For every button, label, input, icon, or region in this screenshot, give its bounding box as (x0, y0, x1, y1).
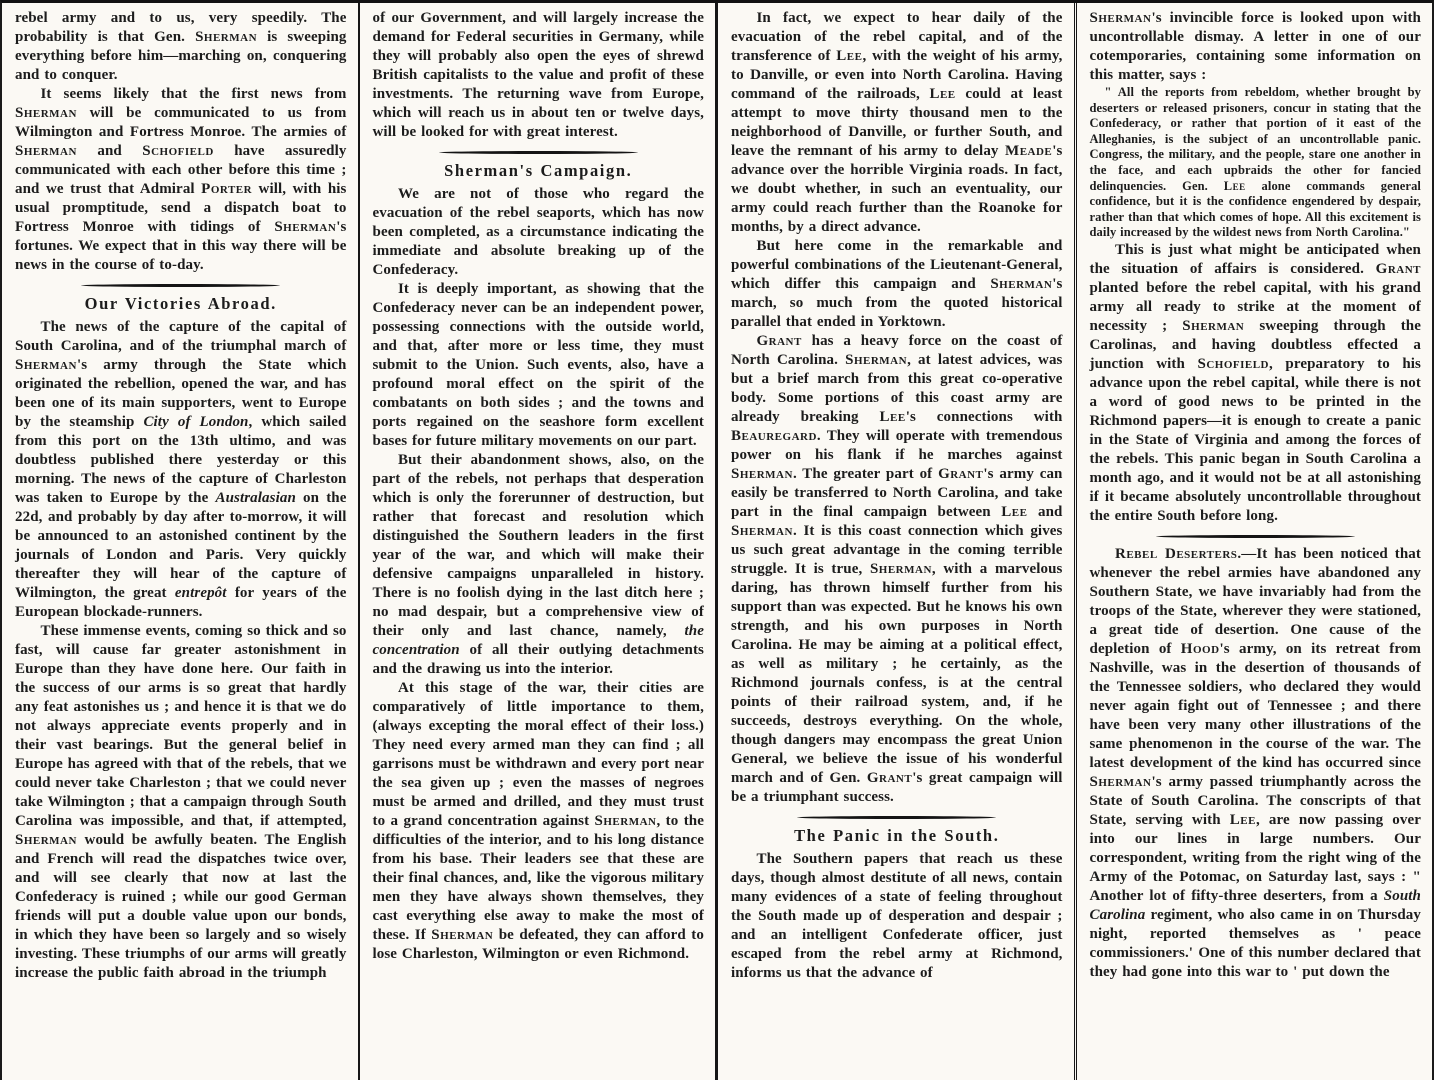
small-caps-name: Lee (929, 86, 956, 102)
small-caps-name: Lee (1223, 178, 1246, 193)
italic-text: Australasian (215, 490, 296, 506)
section-divider (797, 816, 996, 819)
small-caps-name: Sherman (1182, 317, 1245, 334)
section-divider (439, 151, 638, 154)
article-paragraph: At this stage of the war, their cities are comparatively of little importance to them, (always excepting the moral effect of their loss.) They need every armed man they can find ; all garrisons must be withdrawn and every port near the sea given up ; even the masses of negroes must be armed and drilled, and they must trust to a grand concentration against Sherman, to the difficulties of the interior, and to his long distance from his base. Their leaders see that these are their final chances, and, like the vigorous military men they have always shown themselves, they cast everything else away to make the most of these. If Sherman be defeated, they can afford to lose Charleston, Wilmington or even Richmond. (372, 680, 704, 962)
section-divider (1156, 535, 1355, 538)
small-caps-name: Sherman (431, 927, 494, 943)
section-heading: Sherman's Campaign. (444, 161, 633, 180)
small-caps-name: Sherman (594, 813, 657, 829)
small-caps-name: Sherman (15, 143, 77, 159)
article-paragraph: of our Government, and will largely increase the demand for Federal securities in Germany, while they will probably also open the eyes of shrewd British capitalists to the value and profit of these investments. The returning wave from Europe, which will reach us in about ten or twelve days, will be looked for with great interest. (372, 10, 704, 140)
article-paragraph: Sherman's invincible force is looked upon with uncontrollable dismay. A letter in one of our cotemporaries, containing some information on this matter, says : (1089, 10, 1421, 83)
newspaper-column-4 (1074, 3, 1433, 1080)
small-caps-name: Sherman (731, 466, 793, 482)
small-caps-name: Schofield (142, 143, 214, 159)
small-caps-name: Lee (1229, 811, 1256, 828)
italic-text: City of London (143, 414, 249, 430)
small-caps-name: Rebel Deserters (1115, 545, 1238, 562)
article-paragraph: But here come in the remarkable and powerful combinations of the Lieutenant-General, which differ this campaign and Sherman's march, so much from the quoted historical parallel that ended in Yorktown. (731, 238, 1063, 330)
section-divider (81, 284, 280, 287)
small-caps-name: Sherman (15, 357, 77, 373)
small-caps-name: Grant (756, 333, 802, 349)
article-paragraph: These immense events, coming so thick and so fast, will cause far greater astonishment in Europe than they have done here. Our faith in the success of our arms is so great that hardly any feat astonishes us ; and hence it is that we do not always appreciate events properly and in their vast bearings. But the general belief in Europe has agreed with that of the rebels, that we could never take Charleston ; that we could never take Wilmington ; that a campaign through South Carolina was impossible, and that, if attempted, Sherman would be awfully beaten. The English and French will read the dispatches twice over, and will see clearly that now at last the Confederacy is ruined ; while our good German friends will put a double value upon our bonds, in which they have been so largely and so wisely investing. These triumphs of our arms will greatly increase the public faith abroad in the triumph (15, 623, 347, 981)
small-caps-name: Sherman (1089, 10, 1152, 26)
small-caps-name: Meade (1005, 143, 1053, 159)
article-paragraph: This is just what might be anticipated when the situation of affairs is considered. Grant planted before the rebel capital, with his grand army all ready to strike at the moment of necessity ; Sherman sweeping through the Carolinas, and having doubtless effected a junction with Schofield, preparatory to his advance upon the rebel capital, while there is not a word of good news to be printed in the Richmond papers—it is enough to create a panic in the State of Virginia and among the forces of the rebels. This panic began in South Carolina a month ago, and it would not be at all astonishing if it became absolutely uncontrollable throughout the entire South before long. (1089, 241, 1421, 524)
small-caps-name: Lee (836, 48, 863, 64)
article-paragraph: The news of the capture of the capital of South Carolina, and of the triumphal march of Sherman's army through the State which originated the rebellion, opened the war, and has been one of its main supporters, went to Europe by the steamship City of London, which sailed from this port on the 13th ultimo, and was doubtless published there yesterday or this morning. The news of the capture of Charleston was taken to Europe by the Australasian on the 22d, and probably by day after to-morrow, it will be announced to an astonished continent by the journals of London and Paris. Very quickly thereafter they will hear of the capture of Wilmington, the great entrepôt for years of the European blockade-runners. (15, 319, 347, 620)
italic-text: entrepôt (174, 585, 227, 601)
italic-text: the concentration (372, 623, 704, 658)
small-caps-name: Sherman (845, 352, 908, 368)
small-caps-name: Beauregard (731, 428, 817, 444)
article-paragraph: It is deeply important, as showing that the Confederacy never can be an independent power, possessing connections with the outside world, and that, after more or less time, they must submit to the Union. Such events, also, have a profound moral effect on the spirit of the combatants on both sides ; and the towns and ports regained on the seashore form excellent bases for future military movements on our part. (372, 281, 704, 449)
small-caps-name: Sherman (731, 523, 793, 539)
small-caps-name: Sherman (274, 219, 337, 235)
small-caps-name: Sherman (15, 832, 77, 848)
article-paragraph: In fact, we expect to hear daily of the evacuation of the rebel capital, and of the transference of Lee, with the weight of his army, to Danville, or even into North Carolina. Having command of the railroads, Lee could at least attempt to move thirty thousand men to the neighborhood of Danville, or further South, and leave the remnant of his army to delay Meade's advance over the horrible Virginia roads. In fact, we doubt whether, in such an eventuality, our army could reach further than the Roanoke for months, by a direct advance. (731, 10, 1063, 235)
article-paragraph: We are not of those who regard the evacuation of the rebel seaports, which has now been completed, as a circumstance indicating the immediate and absolute breaking up of the Confederacy. (372, 186, 704, 278)
newspaper-column-3 (715, 3, 1074, 1080)
small-caps-name: Sherman (15, 105, 77, 121)
small-caps-name: Sherman (869, 561, 932, 577)
section-heading: The Panic in the South. (794, 826, 1000, 845)
article-paragraph: The Southern papers that reach us these days, though almost destitute of all news, contain many evidences of a state of feeling throughout the South made up of desperation and despair ; and an intelligent Confederate officer, just escaped from the rebel army at Richmond, informs us that the advance of (731, 851, 1063, 981)
small-caps-name: Grant (866, 770, 913, 786)
article-paragraph: Rebel Deserters.—It has been noticed that whenever the rebel armies have abandoned any Southern State, we have invariably had from the troops of the State, wherever they were stationed, a great tide of desertion. One cause of the depletion of Hood's army, on its retreat from Nashville, was in the desertion of thousands of the Tennessee soldiers, who declared they would never again fight out of Tennessee ; and there have been very many other illustrations of the same phenomenon in the course of the war. The latest development of the kind has occurred since Sherman's army passed triumphantly across the State of South Carolina. The conscripts of that State, serving with Lee, are now passing over into our lines in large numbers. Our correspondent, writing from the right wing of the Army of the Potomac, on Saturday last, says : " Another lot of fifty-three deserters, from a South Carolina regiment, who also came in on Thursday night, reported themselves as ' peace commissioners.' One of this number declared that they had gone into this war to ' put down the (1089, 545, 1422, 980)
article-paragraph: But their abandonment shows, also, on the part of the rebels, not perhaps that desperation which is only the forerunner of destruction, but rather that forecast and resolution which distinguished the Southern leaders in the first year of the war, and which will make their defensive campaigns unparalleled in history. There is no foolish dying in the last ditch here ; no mad despair, but a comprehensive view of their only and last chance, namely, the concentration of all their outlying detachments and the drawing us into the interior. (372, 452, 704, 677)
italic-text: South Carolina (1089, 887, 1421, 923)
article-paragraph: Grant has a heavy force on the coast of North Carolina. Sherman, at latest advices, was but a brief march from this great co-operative body. Some portions of this coast army are already breaking Lee's connections with Beauregard. They will operate with tremendous power on his flank if he marches against Sherman. The greater part of Grant's army can easily be transferred to North Carolina, and take part in the final campaign between Lee and Sherman. It is this coast connection which gives us such great advantage in the coming terrible struggle. It is true, Sherman, with a marvelous daring, has thrown himself further from his support than was expected. But he knows his own strength, and his own purposes in North Carolina. He may be aiming at a political effect, as well as military ; he certainly, as the Richmond journals confess, is at the central points of their railroad system, and, if he succeeds, destroys everything. On the whole, though dangers may encompass the great Union General, we believe the issue of his wonderful march and of Gen. Grant's great campaign will be a triumphant success. (731, 333, 1063, 805)
article-paragraph: rebel army and to us, very speedily. The probability is that Gen. Sherman is sweeping everything before him—marching on, conquering and to conquer. (15, 10, 347, 83)
small-caps-name: Schofield (1197, 355, 1270, 372)
small-caps-name: Sherman (195, 29, 258, 45)
small-caps-name: Lee (879, 409, 906, 425)
small-caps-name: Porter (201, 181, 253, 197)
small-caps-name: Lee (1001, 504, 1028, 520)
small-caps-name: Grant (938, 466, 984, 482)
newspaper-column-2 (358, 3, 716, 1080)
section-heading: Our Victories Abroad. (84, 294, 277, 313)
small-caps-name: Grant (1375, 260, 1421, 277)
fine-print-paragraph: " All the reports from rebeldom, whether brought by deserters or released prisoners, concur in stating that the Confederacy, or rather that portion of it east of the Alleghanies, is the subject of an uncontrollable panic. Congress, the military, and the people, stare one another in the face, and each upbraids the other for fancied delinquencies. Gen. Lee alone commands general confidence, but it is the confidence engendered by despair, rather than that which comes of hope. All this excitement is daily increased by the wildest news from North Carolina." (1089, 85, 1421, 240)
small-caps-name: Sherman (990, 276, 1053, 292)
article-paragraph: It seems likely that the first news from Sherman will be communicated to us from Wilmington and Fortress Monroe. The armies of Sherman and Schofield have assuredly communicated with each other before this time ; and we trust that Admiral Porter will, with his usual promptitude, send a dispatch boat to Fortress Monroe with tidings of Sherman's fortunes. We expect that in this way there will be news in the course of to-day. (15, 86, 347, 273)
small-caps-name: Sherman (1089, 773, 1152, 790)
newspaper-column-1 (2, 3, 358, 1080)
small-caps-name: Hood (1180, 640, 1220, 657)
